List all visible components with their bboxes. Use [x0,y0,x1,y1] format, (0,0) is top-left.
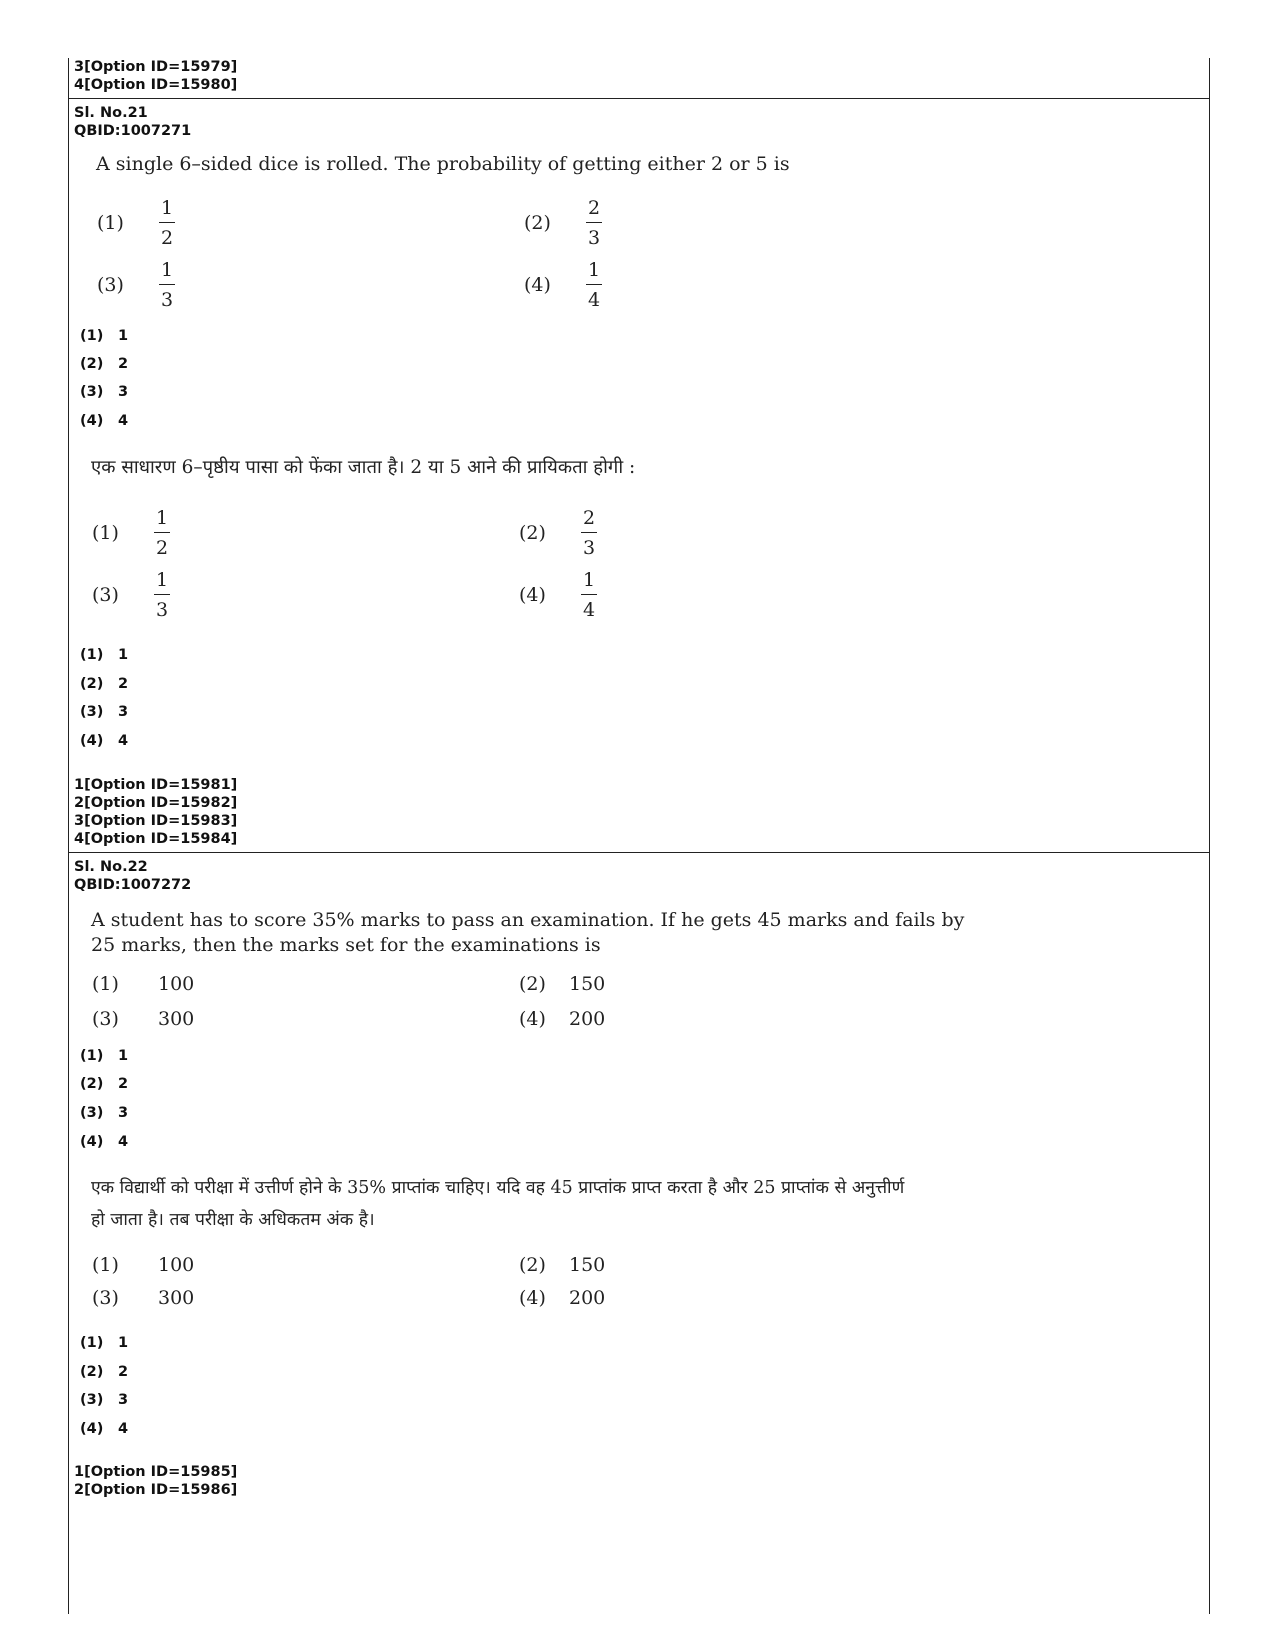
option-value: 100 [158,1254,195,1276]
q22-header [74,858,191,894]
answer-choice[interactable]: (3) 3 [80,704,129,720]
option-number: (3) [92,1287,119,1309]
q22-hi-option-4 [519,1287,605,1309]
q21-en-option-4 [524,258,602,312]
answer-choice[interactable]: (2) 2 [80,1076,129,1092]
option-value: 200 [569,1008,606,1030]
q21-en-option-3 [97,258,175,312]
answer-choice[interactable]: (4) 4 [80,1421,129,1437]
q21-question-hindi: एक साधारण 6–पृष्ठीय पासा को फेंका जाता है। 2 या 5 आने की प्रायिकता होगी : [91,457,636,478]
q22-hi-option-3 [92,1287,194,1309]
answer-choice[interactable]: (3) 3 [80,384,129,400]
q22-hi-option-2 [519,1254,605,1276]
option-id-line: 4[Option ID=15984] [74,831,238,847]
answer-choice[interactable]: (3) 3 [80,1392,129,1408]
option-number: (1) [97,212,124,234]
option-value: 200 [569,1287,606,1309]
option-value: 300 [158,1008,195,1030]
answer-choice[interactable]: (1) 1 [80,647,129,663]
q22-hi-option-1 [92,1254,194,1276]
answer-choice[interactable]: (4) 4 [80,413,129,429]
question-line: हो जाता है। तब परीक्षा के अधिकतम अंक है। [91,1210,375,1230]
option-value: 100 [158,973,195,995]
option-id-line: 3[Option ID=15983] [74,813,238,829]
q21-hi-option-1 [92,506,170,560]
option-number: (4) [519,1287,546,1309]
answer-choice[interactable]: (1) 1 [80,328,129,344]
serial-number: Sl. No.22 [74,859,148,875]
fraction: $\frac{1}{2}$ [161,197,174,249]
q21-en-option-1 [97,196,175,250]
q22-question-english [91,908,964,958]
option-number: (2) [519,1254,546,1276]
fraction: $\frac{1}{3}$ [161,259,174,311]
option-number: (1) [92,522,119,544]
q21-header [74,104,191,140]
fraction: $\frac{1}{3}$ [156,569,169,621]
answer-choice[interactable]: (2) 2 [80,356,129,372]
option-value: 300 [158,1287,195,1309]
question-line: एक विद्यार्थी को परीक्षा में उत्तीर्ण होने के 35% प्राप्तांक चाहिए। यदि वह 45 प्राप्तांक प्राप्त करता है और 25 प्राप्तांक से अनुत्तीर्ण [91,1178,905,1198]
option-number: (1) [92,973,119,995]
answer-choice[interactable]: (3) 3 [80,1105,129,1121]
fraction: $\frac{2}{3}$ [588,197,601,249]
q21-hi-option-4 [519,568,597,622]
fraction: $\frac{1}{4}$ [583,569,596,621]
q22-en-option-2 [519,973,605,995]
option-number: (2) [524,212,551,234]
answer-choice[interactable]: (4) 4 [80,733,129,749]
option-number: (3) [97,274,124,296]
option-number: (2) [519,973,546,995]
qbid: QBID:1007272 [74,877,192,893]
option-number: (1) [92,1254,119,1276]
q21-hi-option-3 [92,568,170,622]
fraction: $\frac{1}{4}$ [588,259,601,311]
option-value: 150 [569,973,606,995]
q22-en-option-4 [519,1008,605,1030]
q21-option-ids [74,776,237,848]
option-number: (4) [524,274,551,296]
option-id-line: 1[Option ID=15981] [74,777,238,793]
answer-choice[interactable]: (1) 1 [80,1048,129,1064]
option-id-line: 2[Option ID=15982] [74,795,238,811]
option-number: (3) [92,1008,119,1030]
question-line: A student has to score 35% marks to pass an examination. If he gets 45 marks and fails by [91,909,965,931]
q21-en-option-2 [524,196,602,250]
question-line: 25 marks, then the marks set for the examinations is [91,934,601,956]
option-id-line: 4[Option ID=15980] [74,77,238,93]
option-value: 150 [569,1254,606,1276]
fraction: $\frac{1}{2}$ [156,507,169,559]
q21-question-english: A single 6–sided dice is rolled. The probability of getting either 2 or 5 is [96,153,790,175]
qbid: QBID:1007271 [74,123,192,139]
q21-hi-option-2 [519,506,597,560]
option-id-line: 3[Option ID=15979] [74,59,238,75]
divider [69,852,1209,853]
answer-choice[interactable]: (1) 1 [80,1335,129,1351]
divider [69,98,1209,99]
option-number: (3) [92,584,119,606]
answer-choice[interactable]: (4) 4 [80,1134,129,1150]
serial-number: Sl. No.21 [74,105,148,121]
option-number: (2) [519,522,546,544]
top-option-ids [74,58,237,94]
option-number: (4) [519,1008,546,1030]
option-number: (4) [519,584,546,606]
answer-choice[interactable]: (2) 2 [80,1364,129,1380]
q22-en-option-1 [92,973,194,995]
answer-choice[interactable]: (2) 2 [80,676,129,692]
q22-option-ids [74,1463,237,1499]
q22-en-option-3 [92,1008,194,1030]
option-id-line: 2[Option ID=15986] [74,1482,238,1498]
option-id-line: 1[Option ID=15985] [74,1464,238,1480]
question-paper-page [68,58,1210,1614]
q22-question-hindi [91,1172,904,1236]
fraction: $\frac{2}{3}$ [583,507,596,559]
